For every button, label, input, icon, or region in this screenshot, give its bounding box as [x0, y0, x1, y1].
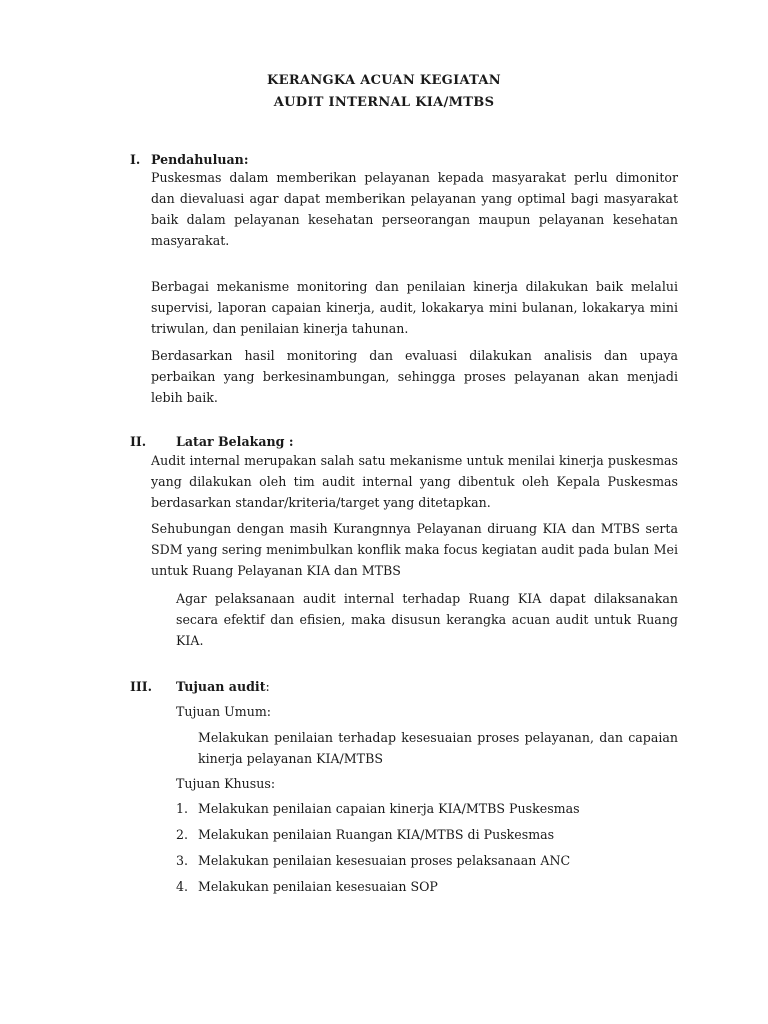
paragraph: Agar pelaksanaan audit internal terhadap Ruang KIA dapat dilaksanakan secara efektif dan efisien, maka disusun kerangka acuan audit untuk Ruang KIA.	[176, 591, 678, 648]
document-title-line2: AUDIT INTERNAL KIA/MTBS	[273, 95, 495, 110]
tujuan-umum-text: Melakukan penilaian terhadap kesesuaian proses pelayanan, dan capaian kinerja pelayanan KIA/MTBS	[198, 730, 678, 766]
list-item-number: 2.	[176, 827, 189, 842]
paragraph: Berbagai mekanisme monitoring dan penilaian kinerja dilakukan baik melalui supervisi, laporan capaian kinerja, audit, lokakarya mini bulanan, lokakarya mini triwulan, dan penilaian kinerja tahunan.	[151, 279, 678, 336]
section-numeral: III.	[130, 679, 153, 694]
paragraph: Sehubungan dengan masih Kurangnnya Pelayanan diruang KIA dan MTBS serta SDM yang sering menimbulkan konflik maka focus kegiatan audit pada bulan Mei untuk Ruang Pelayanan KIA dan MTBS	[151, 521, 678, 578]
paragraph: Puskesmas dalam memberikan pelayanan kepada masyarakat perlu dimonitor dan dievaluasi agar dapat memberikan pelayanan yang optimal bagi masyarakat baik dalam pelayanan kesehatan perseorangan maupun pelayanan kesehatan masyarakat.	[151, 170, 678, 248]
list-item-text: Melakukan penilaian Ruangan KIA/MTBS di Puskesmas	[198, 827, 555, 842]
tujuan-khusus-label: Tujuan Khusus:	[176, 776, 276, 791]
section-heading: Pendahuluan:	[151, 152, 249, 167]
list-item-text: Melakukan penilaian kesesuaian SOP	[198, 879, 438, 894]
section-numeral: I.	[130, 152, 141, 167]
paragraph: Audit internal merupakan salah satu mekanisme untuk menilai kinerja puskesmas yang dilakukan oleh tim audit internal yang dibentuk oleh Kepala Puskesmas berdasarkan standar/kriteria/target yang ditetapkan.	[151, 453, 678, 510]
document-title-line1: KERANGKA ACUAN KEGIATAN	[267, 73, 501, 88]
paragraph: Berdasarkan hasil monitoring dan evaluasi dilakukan analisis dan upaya perbaikan yang berkesinambungan, sehingga proses pelayanan akan menjadi lebih baik.	[151, 348, 678, 405]
section-heading-colon: :	[265, 679, 270, 694]
section-heading: Latar Belakang :	[176, 434, 294, 449]
list-item-text: Melakukan penilaian capaian kinerja KIA/MTBS Puskesmas	[198, 801, 580, 816]
list-item-number: 1.	[176, 801, 189, 816]
section-heading-wrap	[176, 676, 270, 697]
list-item-number: 4.	[176, 879, 189, 894]
section-numeral: II.	[130, 434, 147, 449]
section-heading: Tujuan audit	[176, 679, 266, 694]
list-item-text: Melakukan penilaian kesesuaian proses pelaksanaan ANC	[198, 853, 571, 868]
list-item-number: 3.	[176, 853, 189, 868]
tujuan-umum-label: Tujuan Umum:	[176, 704, 272, 719]
